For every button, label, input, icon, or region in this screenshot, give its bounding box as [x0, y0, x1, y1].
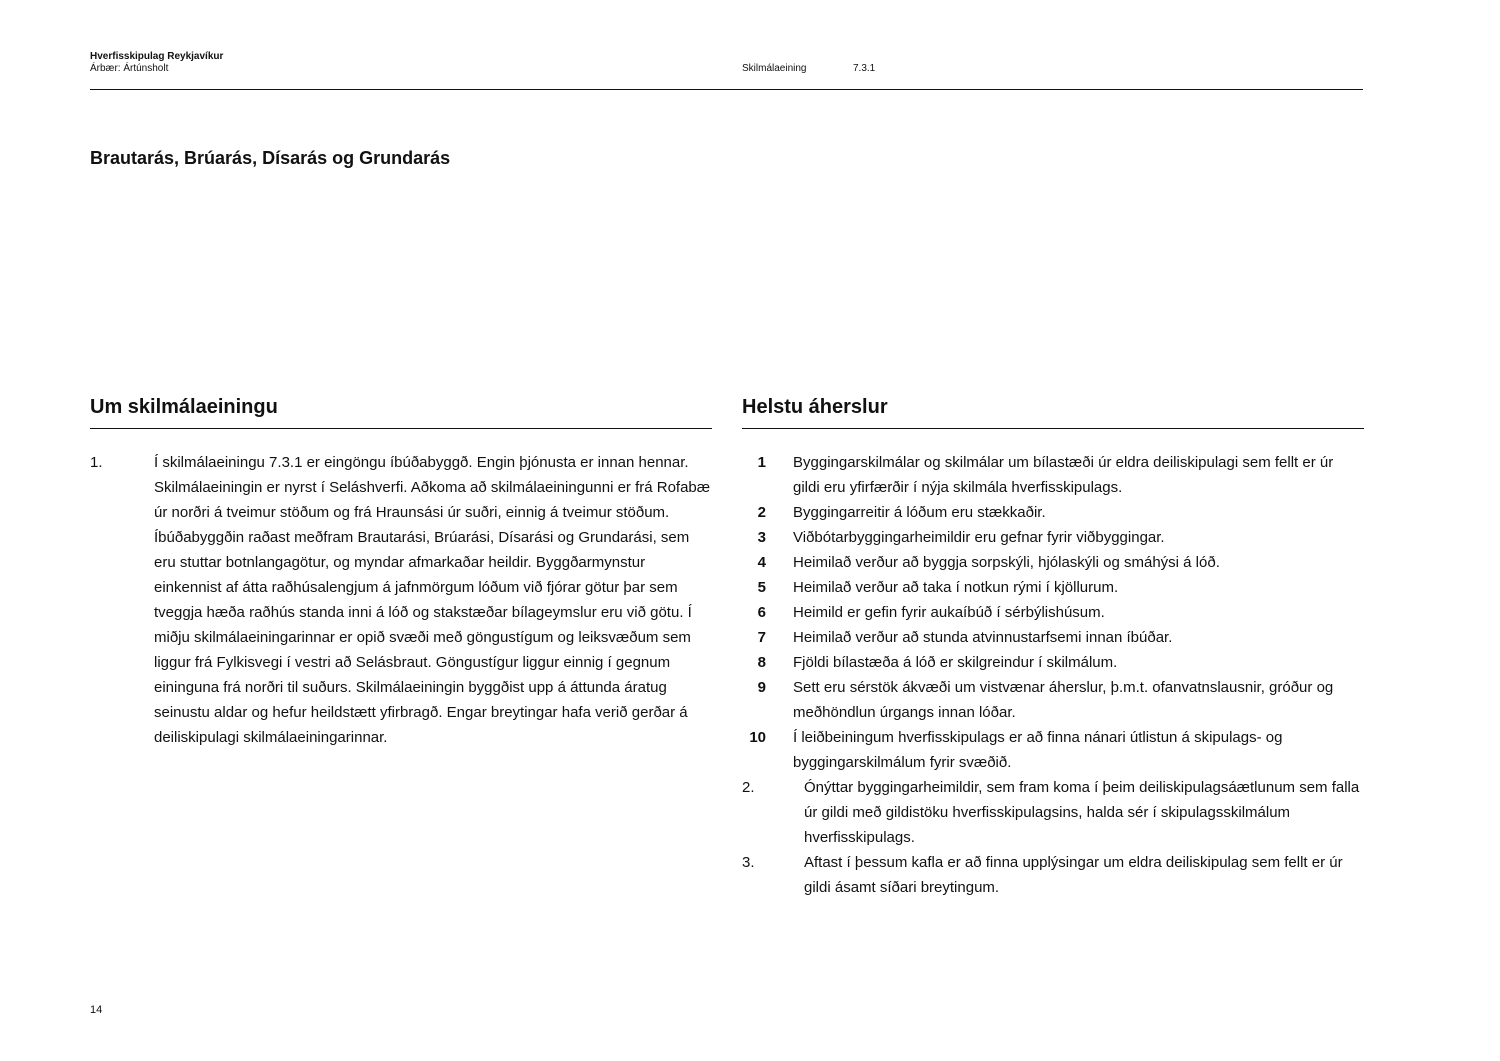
list-item-text: Byggingarskilmálar og skilmálar um bílastæði úr eldra deiliskipulagi sem fellt er úr gildi eru yfirfærðir í nýja skilmála hverfisskipulags.	[793, 454, 1334, 496]
right-heading-divider	[742, 428, 1364, 429]
list-item-text: Heimilað verður að stunda atvinnustarfsemi innan íbúðar.	[793, 629, 1173, 646]
list-item	[742, 600, 1364, 625]
note-item	[742, 775, 1364, 850]
note-text: Aftast í þessum kafla er að finna upplýsingar um eldra deiliskipulag sem fellt er úr gildi ásamt síðari breytingum.	[804, 854, 1343, 896]
list-item-number: 4	[757, 554, 766, 571]
list-item	[742, 650, 1364, 675]
list-item-number: 6	[757, 604, 766, 621]
note-number: 3.	[742, 854, 755, 871]
description-paragraph	[90, 450, 712, 750]
header-subtitle: Árbær: Ártúnsholt	[90, 63, 169, 74]
list-item-text: Sett eru sérstök ákvæði um vistvænar áherslur, þ.m.t. ofanvatnslausnir, gróður og meðhöndlun úrgangs innan lóðar.	[793, 679, 1334, 721]
list-item-number: 3	[757, 529, 766, 546]
list-item-number: 1	[757, 454, 766, 471]
list-item	[742, 675, 1364, 725]
list-item-text: Fjöldi bílastæða á lóð er skilgreindur í skilmálum.	[793, 654, 1118, 671]
left-heading-divider	[90, 428, 712, 429]
note-text: Ónýttar byggingarheimildir, sem fram koma í þeim deiliskipulagsáætlunum sem falla úr gildi með gildistöku hverfisskipulagsins, halda sér í skipulagsskilmálum hverfisskipulags.	[804, 779, 1360, 846]
list-item	[742, 625, 1364, 650]
page-title: Brautarás, Brúarás, Dísarás og Grundarás	[90, 148, 451, 168]
left-heading: Um skilmálaeiningu	[90, 396, 278, 418]
list-item-text: Heimilað verður að taka í notkun rými í kjöllurum.	[793, 579, 1119, 596]
list-item-text: Viðbótarbyggingarheimildir eru gefnar fyrir viðbyggingar.	[793, 529, 1165, 546]
header-section-number: 7.3.1	[853, 63, 876, 74]
list-item	[742, 725, 1364, 775]
page-number: 14	[90, 1004, 103, 1016]
right-heading: Helstu áherslur	[742, 396, 888, 418]
list-item-text: Í leiðbeiningum hverfisskipulags er að finna nánari útlistun á skipulags- og byggingarskilmálum fyrir svæðið.	[793, 729, 1283, 771]
header-divider	[90, 89, 1363, 90]
list-item-text: Byggingarreitir á lóðum eru stækkaðir.	[793, 504, 1046, 521]
note-number: 2.	[742, 779, 755, 796]
list-item-number: 5	[757, 579, 766, 596]
list-item	[742, 450, 1364, 500]
note-item	[742, 850, 1364, 900]
list-item	[742, 500, 1364, 525]
list-item-number: 10	[749, 729, 766, 746]
emphasis-list	[742, 450, 1364, 900]
paragraph-text: Í skilmálaeiningu 7.3.1 er eingöngu íbúðabyggð. Engin þjónusta er innan hennar. Skilmálaeiningin er nyrst í Seláshverfi. Aðkoma að skilmálaeiningunni er frá Rofabæ úr norðri á tveimur stöðum og frá Hraunsási úr suðri, einnig á tveimur stöðum. Íbúðabyggðin raðast meðfram Brautarási, Brúarási, Dísarási og Grundarási, sem eru stuttar botnlangagötur, og myndar afmarkaðar heildir. Byggðarmynstur einkennist af átta raðhúsalengjum á jafnmörgum lóðum við fjórar götur þar sem tveggja hæða raðhús standa inni á lóð og stakstæðar bílageymslur eru við götu. Í miðju skilmálaeiningarinnar er opið svæði með göngustígum og leiksvæðum sem liggur frá Fylkisvegi í vestri að Selásbraut. Göngustígur liggur einnig í gegnum eininguna frá norðri til suðurs. Skilmálaeiningin byggðist upp á áttunda áratug seinustu aldar og hefur heildstætt yfirbragð. Engar breytingar hafa verið gerðar á deiliskipulagi skilmálaeiningarinnar.	[154, 454, 711, 746]
list-item	[742, 575, 1364, 600]
header-org: Hverfisskipulag Reykjavíkur	[90, 51, 224, 62]
list-item-number: 2	[757, 504, 766, 521]
list-item-number: 8	[757, 654, 766, 671]
list-item	[742, 550, 1364, 575]
header-section-label: Skilmálaeining	[742, 63, 807, 74]
list-item-number: 7	[757, 629, 766, 646]
paragraph-number: 1.	[90, 454, 103, 471]
list-item-text: Heimild er gefin fyrir aukaíbúð í sérbýlishúsum.	[793, 604, 1105, 621]
list-item	[742, 525, 1364, 550]
list-item-text: Heimilað verður að byggja sorpskýli, hjólaskýli og smáhýsi á lóð.	[793, 554, 1220, 571]
list-item-number: 9	[757, 679, 766, 696]
